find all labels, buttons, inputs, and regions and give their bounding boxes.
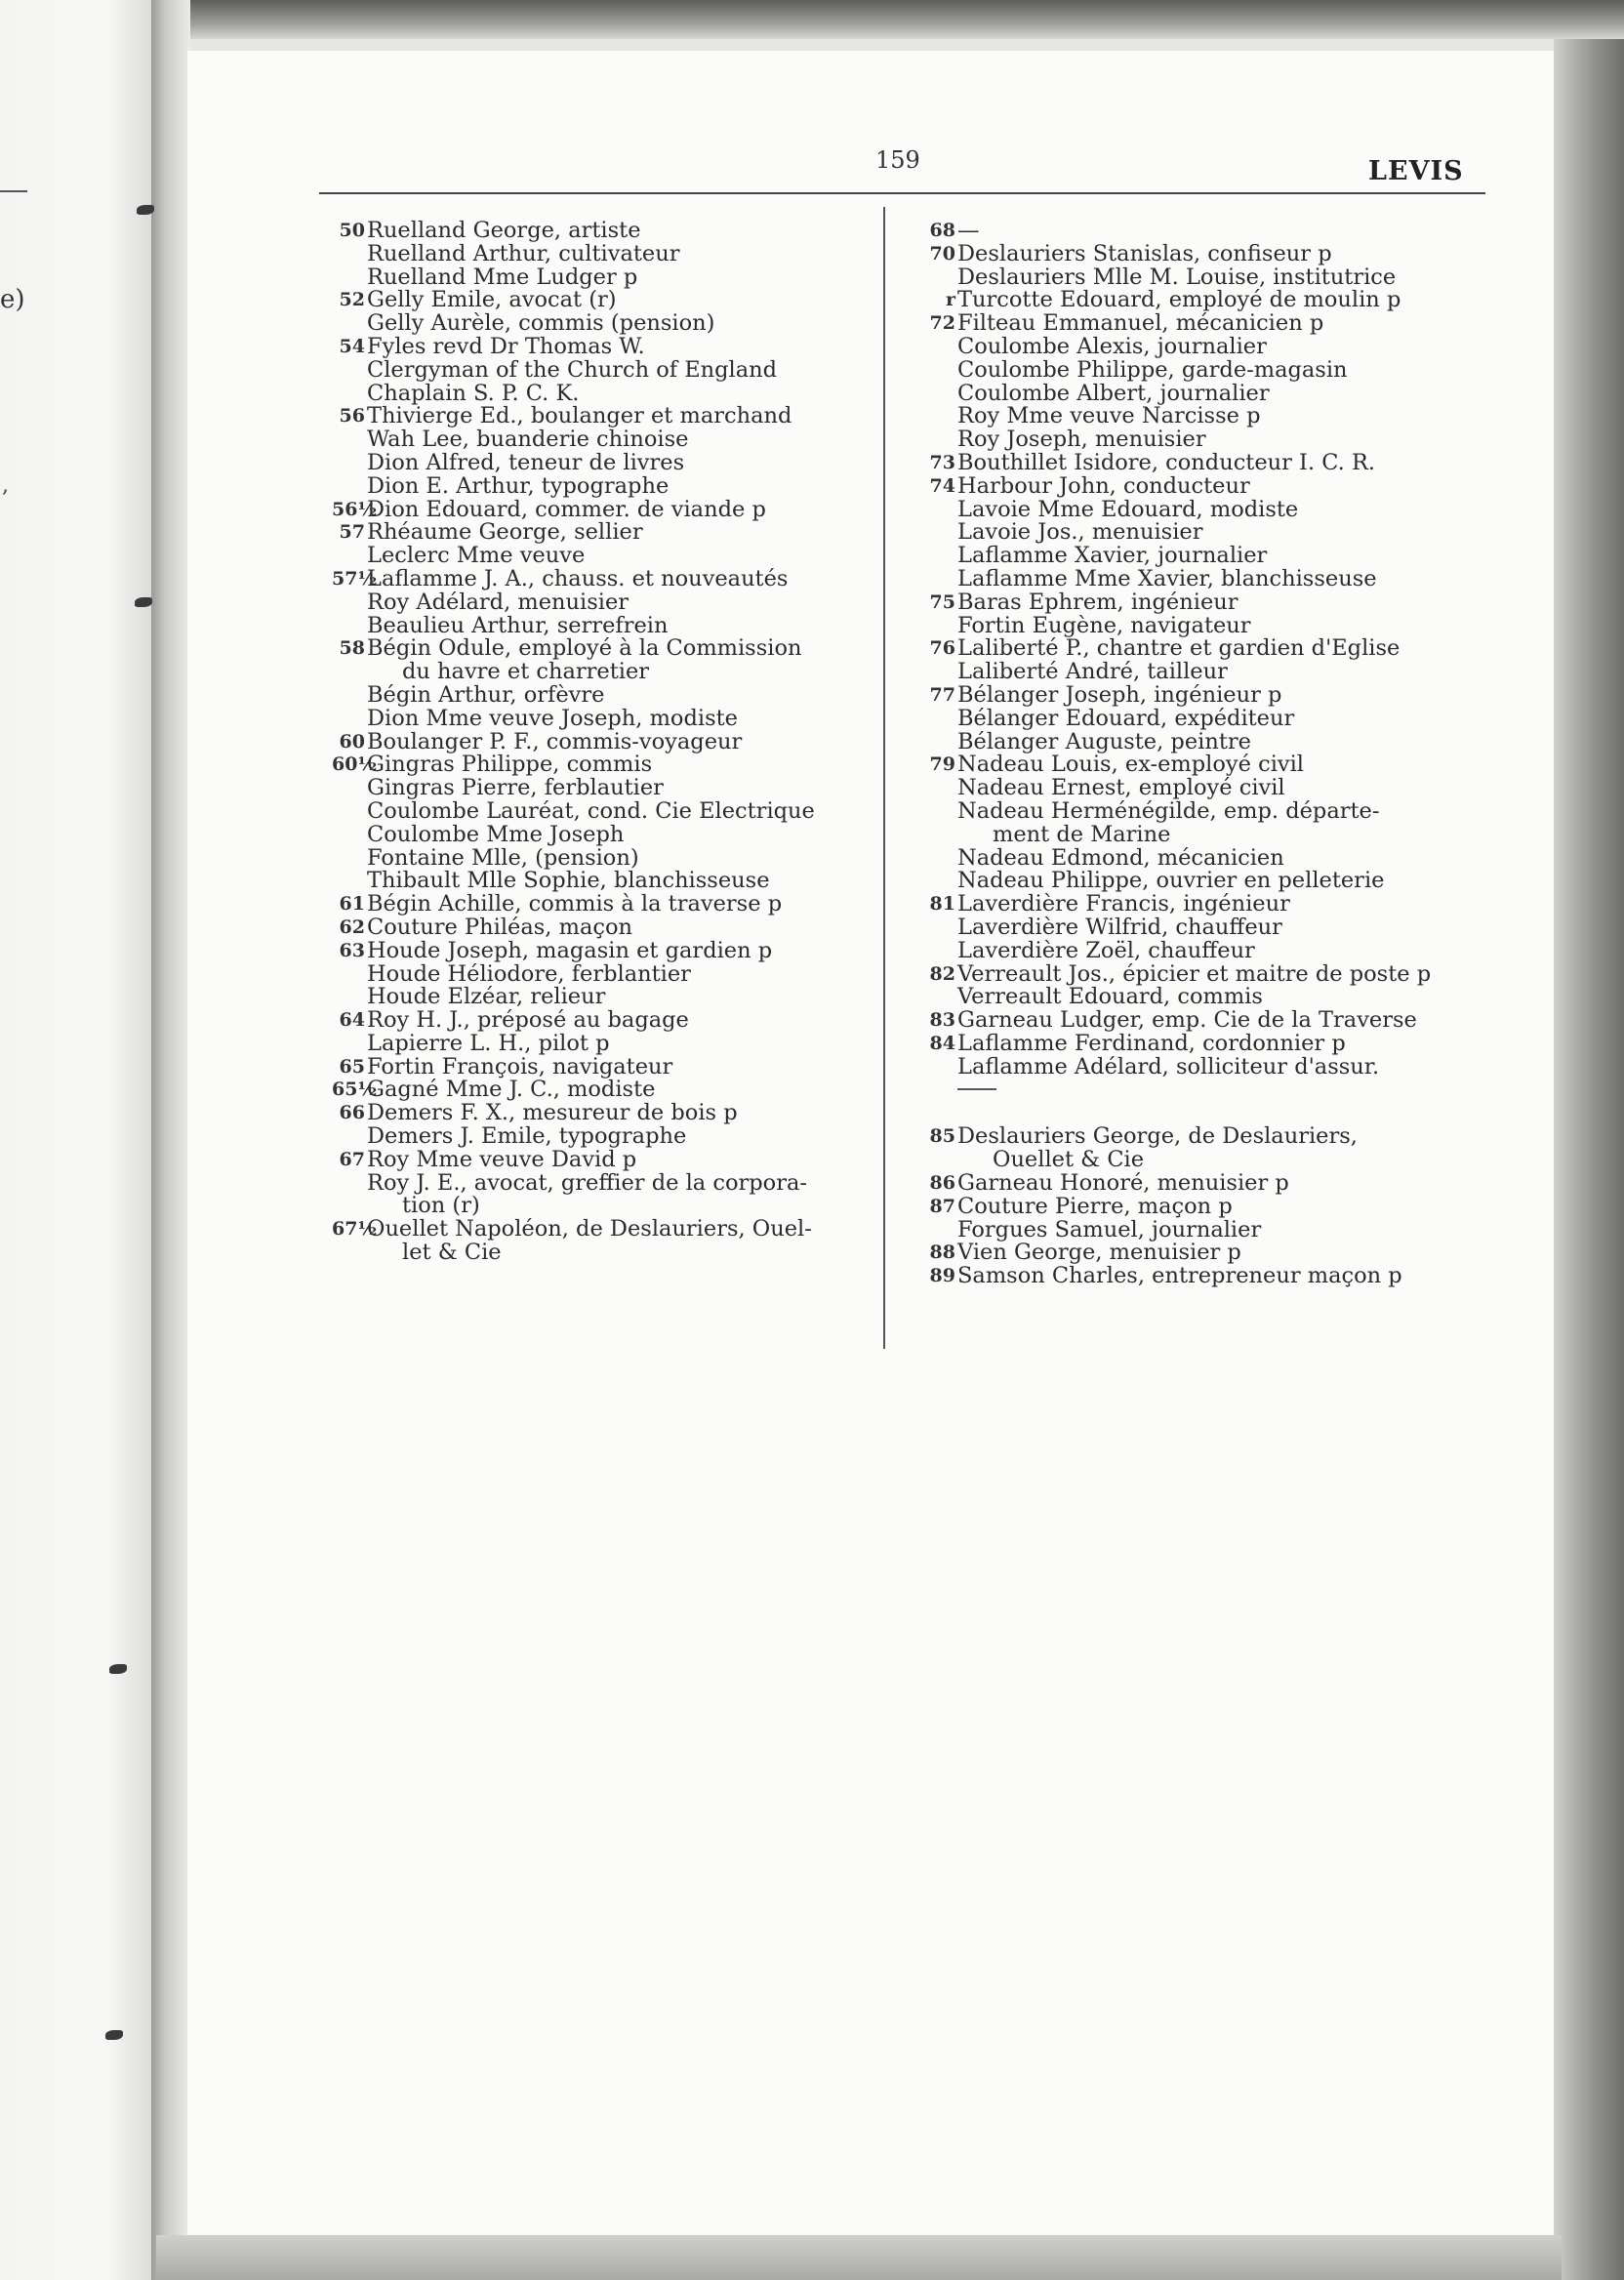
directory-entry xyxy=(332,1102,883,1125)
directory-entry xyxy=(332,753,883,777)
directory-entry xyxy=(922,1009,1488,1033)
directory-entry xyxy=(922,797,1488,824)
directory-entry xyxy=(332,1242,883,1265)
house-number: 57½ xyxy=(332,567,378,590)
resident-text: Houde Elzéar, relieur xyxy=(367,984,606,1010)
house-number: 77 xyxy=(929,683,955,706)
directory-entry xyxy=(922,893,1488,916)
house-number: 63 xyxy=(339,939,365,961)
resident-text: Laflamme Ferdinand, cordonnier p xyxy=(957,1030,1346,1056)
house-number: 52 xyxy=(339,289,365,311)
directory-entry xyxy=(332,1195,883,1218)
house-number: 60 xyxy=(339,730,365,753)
house-number: 54 xyxy=(339,335,365,357)
resident-text: Bouthillet Isidore, conducteur I. C. R. xyxy=(957,449,1376,475)
house-number: 58 xyxy=(339,637,365,660)
directory-entry xyxy=(332,1053,883,1079)
directory-entry xyxy=(332,356,883,383)
directory-entry xyxy=(922,545,1488,568)
resident-text: Gelly Aurèle, commis (pension) xyxy=(367,310,715,337)
directory-entry xyxy=(332,986,883,1009)
resident-text: ment de Marine xyxy=(993,821,1171,847)
resident-text: Harbour John, conducteur xyxy=(957,472,1250,499)
resident-text: Lavoie Jos., menuisier xyxy=(957,519,1203,546)
resident-text: Fyles revd Dr Thomas W. xyxy=(367,333,645,359)
resident-text: Houde Joseph, magasin et gardien p xyxy=(367,937,773,963)
resident-text: Leclerc Mme veuve xyxy=(367,543,586,569)
resident-text: Ruelland Arthur, cultivateur xyxy=(367,240,680,266)
directory-entry xyxy=(922,1030,1488,1056)
directory-entry xyxy=(922,356,1488,383)
resident-text: Bélanger Auguste, peintre xyxy=(957,728,1251,754)
directory-entry xyxy=(922,753,1488,777)
directory-entry xyxy=(922,405,1488,428)
resident-text: Clergyman of the Church of England xyxy=(367,356,778,383)
resident-text: Bélanger Joseph, ingénieur p xyxy=(957,681,1282,708)
directory-entry xyxy=(922,591,1488,615)
resident-text: Coulombe Philippe, garde-magasin xyxy=(957,356,1348,383)
resident-text: Garneau Ludger, emp. Cie de la Traverse xyxy=(957,1007,1417,1034)
resident-text: Chaplain S. P. C. K. xyxy=(367,380,580,406)
directory-entry xyxy=(922,240,1488,266)
resident-text: Dion Alfred, teneur de livres xyxy=(367,449,685,475)
directory-entry xyxy=(922,637,1488,661)
directory-entry xyxy=(922,1125,1488,1149)
resident-text: Thibault Mlle Sophie, blanchisseuse xyxy=(367,868,770,894)
resident-text: Bégin Achille, commis à la traverse p xyxy=(367,891,783,917)
directory-entry xyxy=(332,545,883,568)
directory-entry xyxy=(922,380,1488,406)
binding-mark xyxy=(137,205,154,215)
facing-page-rule xyxy=(0,190,27,192)
resident-text: Ouellet & Cie xyxy=(993,1147,1145,1173)
house-number: 68 xyxy=(929,220,955,241)
resident-text: Roy J. E., avocat, greffier de la corpora- xyxy=(367,1169,807,1196)
house-number: 64 xyxy=(339,1009,365,1032)
directory-entry xyxy=(332,1030,883,1056)
directory-entry xyxy=(922,612,1488,638)
resident-text: Samson Charles, entrepreneur maçon p xyxy=(957,1263,1402,1289)
directory-entry xyxy=(922,777,1488,800)
directory-entry xyxy=(922,937,1488,963)
page-number: 159 xyxy=(875,146,920,174)
directory-entry xyxy=(332,681,883,708)
directory-entry xyxy=(332,797,883,824)
page-right-edge xyxy=(1554,39,1624,2280)
house-number: 66 xyxy=(339,1102,365,1124)
directory-entry xyxy=(332,1146,883,1172)
resident-text: Coulombe Alexis, journalier xyxy=(957,333,1267,359)
directory-entry xyxy=(332,1009,883,1033)
house-number: 83 xyxy=(929,1009,955,1032)
resident-text: Rhéaume George, sellier xyxy=(367,519,643,546)
resident-text: Fortin Eugène, navigateur xyxy=(957,612,1251,638)
directory-entry xyxy=(332,521,883,545)
binding-mark xyxy=(105,2030,123,2040)
directory-entry xyxy=(332,728,883,754)
directory-entry xyxy=(922,472,1488,499)
house-number: 75 xyxy=(929,590,955,613)
resident-text: Lavoie Mme Edouard, modiste xyxy=(957,496,1299,522)
house-number: 56 xyxy=(339,405,365,428)
house-number: 89 xyxy=(929,1265,955,1287)
directory-entry xyxy=(922,565,1488,591)
resident-text: Laflamme Adélard, solliciteur d'assur. xyxy=(957,1053,1380,1079)
directory-entry xyxy=(332,1218,883,1242)
house-number: 86 xyxy=(929,1172,955,1195)
house-number: 62 xyxy=(339,916,365,938)
directory-entry xyxy=(332,1169,883,1196)
resident-text: Laliberté P., chantre et gardien d'Eglise xyxy=(957,635,1401,662)
directory-entry xyxy=(922,821,1488,847)
directory-entry xyxy=(332,220,883,243)
directory-entry xyxy=(332,637,883,661)
resident-text: Dion Edouard, commer. de viande p xyxy=(367,496,766,522)
book-spine xyxy=(151,0,190,2280)
directory-entry xyxy=(922,870,1488,893)
house-number: 50 xyxy=(339,220,365,241)
house-number: 87 xyxy=(929,1195,955,1217)
directory-entry xyxy=(332,405,883,428)
resident-text: Dion E. Arthur, typographe xyxy=(367,472,670,499)
directory-entry xyxy=(332,705,883,731)
resident-text: Roy H. J., préposé au bagage xyxy=(367,1007,689,1034)
resident-text: Roy Mme veuve David p xyxy=(367,1146,637,1172)
resident-text: Nadeau Edmond, mécanicien xyxy=(957,844,1284,871)
house-number: 61 xyxy=(339,893,365,916)
directory-entry xyxy=(332,821,883,847)
resident-text: Gingras Pierre, ferblautier xyxy=(367,775,664,801)
directory-entry xyxy=(332,777,883,800)
resident-text: Nadeau Louis, ex-employé civil xyxy=(957,752,1304,778)
house-number: 72 xyxy=(929,312,955,335)
directory-entry xyxy=(332,960,883,987)
directory-entry xyxy=(922,1172,1488,1196)
resident-text: Roy Mme veuve Narcisse p xyxy=(957,403,1261,429)
directory-entry xyxy=(922,705,1488,731)
directory-entry xyxy=(922,986,1488,1009)
house-number: 74 xyxy=(929,474,955,497)
house-number: 73 xyxy=(929,451,955,473)
directory-entry xyxy=(922,266,1488,290)
house-number: 79 xyxy=(929,753,955,776)
directory-entry xyxy=(332,893,883,916)
scan-top-edge xyxy=(0,0,1624,39)
header-rule xyxy=(319,192,1485,194)
resident-text: Laflamme J. A., chauss. et nouveautés xyxy=(367,565,789,591)
directory-entry xyxy=(332,612,883,638)
directory-entry xyxy=(332,565,883,591)
directory-entry xyxy=(922,1265,1488,1288)
resident-text: Roy Joseph, menuisier xyxy=(957,427,1206,453)
house-number: 70 xyxy=(929,242,955,265)
directory-entry xyxy=(922,1193,1488,1219)
resident-text: Bélanger Edouard, expéditeur xyxy=(957,705,1295,731)
resident-text: — xyxy=(957,218,980,243)
separator-rule xyxy=(957,1088,996,1090)
resident-text: Baras Ephrem, ingénieur xyxy=(957,589,1238,615)
directory-entry xyxy=(922,428,1488,452)
directory-entry xyxy=(922,289,1488,312)
section-separator xyxy=(922,1079,1488,1125)
directory-entry xyxy=(332,661,883,684)
house-number: 76 xyxy=(929,637,955,660)
resident-text: du havre et charretier xyxy=(402,659,650,685)
directory-entry xyxy=(332,1079,883,1102)
resident-text: Deslauriers Stanislas, confiseur p xyxy=(957,240,1332,266)
resident-text: Deslauriers Mlle M. Louise, institutrice xyxy=(957,264,1397,290)
directory-entry xyxy=(922,220,1488,243)
directory-entry xyxy=(922,312,1488,336)
resident-text: Forgues Samuel, journalier xyxy=(957,1216,1262,1242)
house-number: 67½ xyxy=(332,1218,378,1241)
directory-entry xyxy=(332,591,883,615)
resident-text: Beaulieu Arthur, serrefrein xyxy=(367,612,669,638)
resident-text: Fortin François, navigateur xyxy=(367,1053,673,1079)
directory-entry xyxy=(922,521,1488,545)
directory-entry xyxy=(922,1053,1488,1079)
resident-text: Turcotte Edouard, employé de moulin p xyxy=(957,287,1401,313)
resident-text: Laverdière Zoël, chauffeur xyxy=(957,937,1255,963)
directory-entry xyxy=(332,472,883,499)
directory-entry xyxy=(332,916,883,940)
directory-entry xyxy=(922,1242,1488,1265)
house-number: 81 xyxy=(929,893,955,916)
resident-text: Ruelland George, artiste xyxy=(367,218,641,243)
resident-text: Dion Mme veuve Joseph, modiste xyxy=(367,705,738,731)
house-number: 60½ xyxy=(332,753,378,776)
resident-text: Deslauriers George, de Deslauriers, xyxy=(957,1123,1358,1150)
house-number: 57 xyxy=(339,521,365,544)
directory-entry xyxy=(922,1149,1488,1172)
directory-entry xyxy=(922,496,1488,522)
resident-text: Couture Pierre, maçon p xyxy=(957,1193,1233,1219)
directory-entry xyxy=(922,728,1488,754)
directory-entry xyxy=(332,937,883,963)
resident-text: Gagné Mme J. C., modiste xyxy=(367,1077,656,1103)
resident-text: Boulanger P. F., commis-voyageur xyxy=(367,728,743,754)
resident-text: Nadeau Herménégilde, emp. départe- xyxy=(957,797,1380,824)
right-column xyxy=(922,220,1488,1288)
facing-page-fragment xyxy=(0,0,151,2280)
facing-page-text: e) xyxy=(0,285,25,314)
house-number: 82 xyxy=(929,962,955,985)
directory-entry xyxy=(922,661,1488,684)
directory-entry xyxy=(332,844,883,871)
resident-text: Vien George, menuisier p xyxy=(957,1240,1241,1266)
resident-text: Roy Adélard, menuisier xyxy=(367,589,629,615)
directory-entry xyxy=(332,428,883,452)
resident-text: Coulombe Albert, journalier xyxy=(957,380,1270,406)
resident-text: Lapierre L. H., pilot p xyxy=(367,1030,610,1056)
resident-text: Demers J. Emile, typographe xyxy=(367,1123,687,1150)
directory-entry xyxy=(332,1125,883,1149)
directory-entry xyxy=(922,449,1488,475)
resident-text: Nadeau Ernest, employé civil xyxy=(957,775,1285,801)
resident-text: Gingras Philippe, commis xyxy=(367,752,653,778)
house-number: 85 xyxy=(929,1125,955,1148)
resident-text: Fontaine Mlle, (pension) xyxy=(367,844,639,871)
column-divider xyxy=(883,207,885,1349)
directory-entry xyxy=(332,266,883,290)
resident-text: Laverdière Francis, ingénieur xyxy=(957,891,1290,917)
resident-text: Verreault Edouard, commis xyxy=(957,984,1263,1010)
directory-entry xyxy=(332,496,883,522)
resident-text: Laflamme Mme Xavier, blanchisseuse xyxy=(957,565,1377,591)
resident-text: tion (r) xyxy=(402,1193,480,1219)
directory-entry xyxy=(332,870,883,893)
directory-entry xyxy=(922,960,1488,987)
resident-text: Filteau Emmanuel, mécanicien p xyxy=(957,310,1324,337)
resident-text: Couture Philéas, maçon xyxy=(367,914,632,940)
resident-text: Nadeau Philippe, ouvrier en pelleterie xyxy=(957,868,1385,894)
resident-text: Laliberté André, tailleur xyxy=(957,659,1228,685)
house-number: r xyxy=(945,289,955,311)
resident-text: Coulombe Mme Joseph xyxy=(367,821,625,847)
resident-text: Houde Héliodore, ferblantier xyxy=(367,960,691,987)
resident-text: Bégin Odule, employé à la Commission xyxy=(367,635,802,662)
directory-entry xyxy=(332,312,883,336)
left-column xyxy=(332,220,883,1265)
directory-entry xyxy=(332,333,883,359)
resident-text: Laflamme Xavier, journalier xyxy=(957,543,1268,569)
directory-entry xyxy=(332,449,883,475)
resident-text: Garneau Honoré, menuisier p xyxy=(957,1170,1289,1197)
directory-entry xyxy=(332,380,883,406)
directory-entry xyxy=(332,289,883,312)
running-head: LEVIS xyxy=(1368,156,1464,186)
binding-mark xyxy=(109,1664,127,1674)
page-bottom-edge xyxy=(156,2235,1562,2280)
resident-text: Ouellet Napoléon, de Deslauriers, Ouel- xyxy=(367,1216,812,1242)
directory-entry xyxy=(922,844,1488,871)
resident-text: Wah Lee, buanderie chinoise xyxy=(367,427,689,453)
house-number: 56½ xyxy=(332,498,378,520)
directory-entry xyxy=(922,1216,1488,1242)
resident-text: Thivierge Ed., boulanger et marchand xyxy=(367,403,792,429)
house-number: 65 xyxy=(339,1055,365,1078)
resident-text: Bégin Arthur, orfèvre xyxy=(367,681,605,708)
directory-entry xyxy=(922,916,1488,940)
directory-entry xyxy=(922,681,1488,708)
facing-page-mark: , xyxy=(2,473,9,498)
resident-text: Coulombe Lauréat, cond. Cie Electrique xyxy=(367,797,815,824)
resident-text: Verreault Jos., épicier et maitre de poste p xyxy=(957,960,1432,987)
directory-entry xyxy=(332,240,883,266)
house-number: 84 xyxy=(929,1032,955,1054)
binding-mark xyxy=(135,597,152,607)
directory-entry xyxy=(922,333,1488,359)
house-number: 88 xyxy=(929,1242,955,1264)
resident-text: let & Cie xyxy=(402,1240,502,1266)
resident-text: Ruelland Mme Ludger p xyxy=(367,264,638,290)
resident-text: Laverdière Wilfrid, chauffeur xyxy=(957,914,1282,940)
resident-text: Demers F. X., mesureur de bois p xyxy=(367,1100,738,1126)
resident-text: Gelly Emile, avocat (r) xyxy=(367,287,617,313)
house-number: 67 xyxy=(339,1148,365,1170)
house-number: 65½ xyxy=(332,1079,378,1101)
